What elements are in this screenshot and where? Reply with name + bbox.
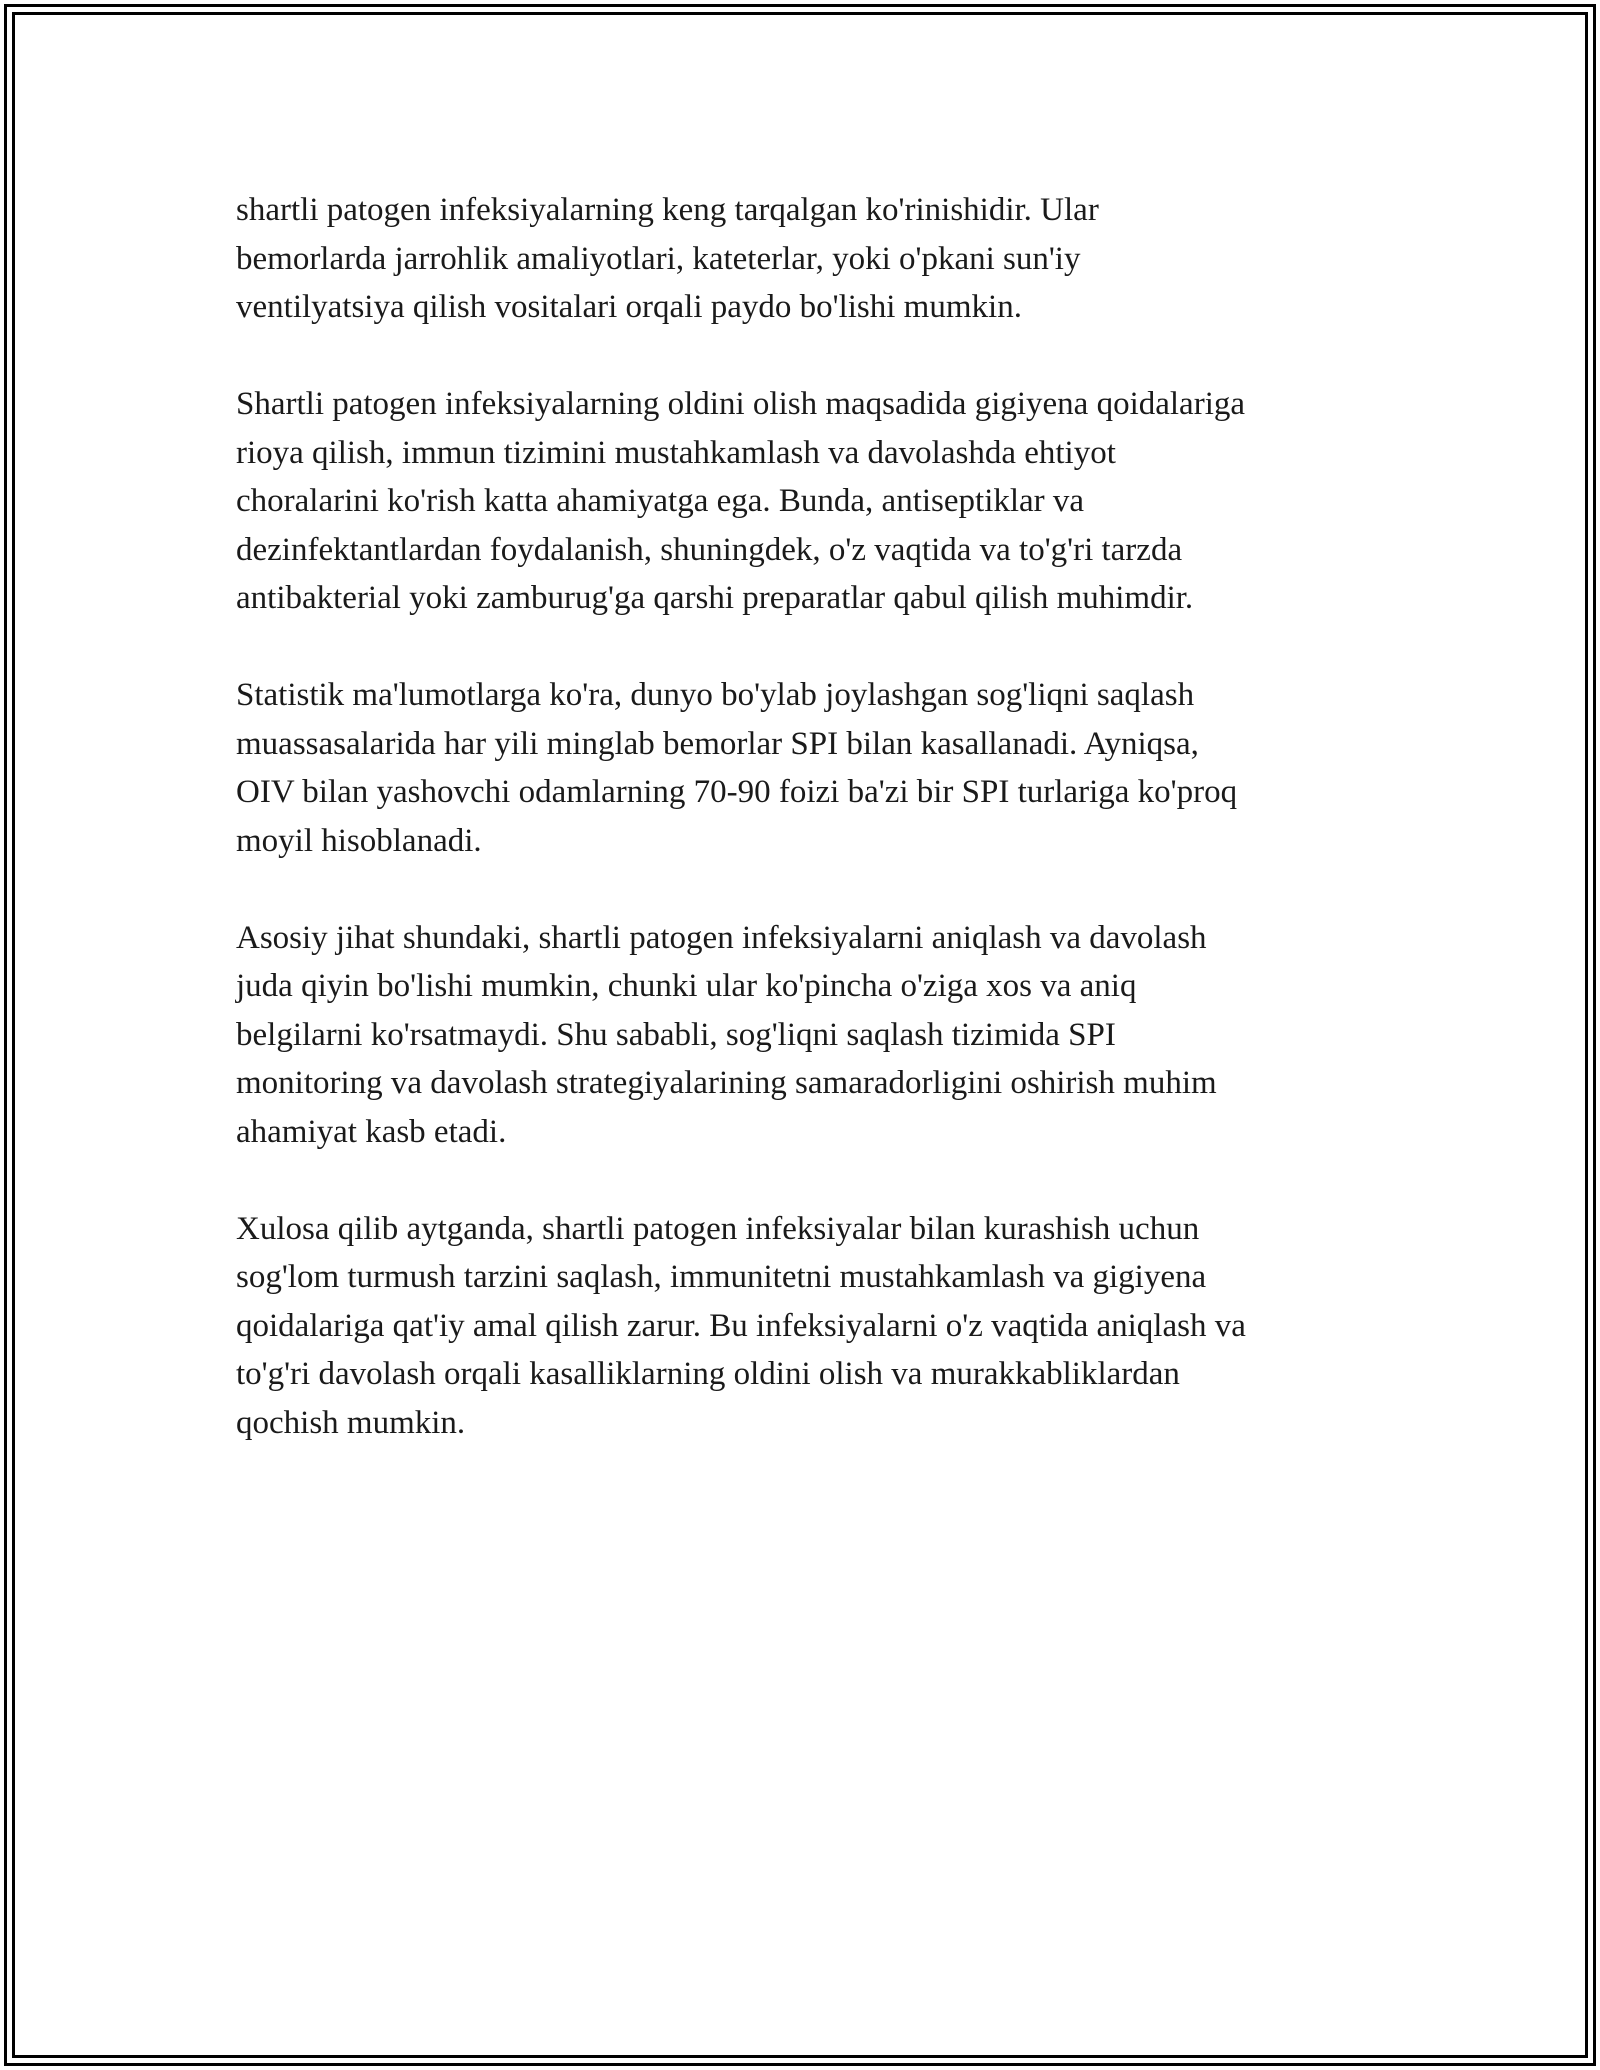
paragraph: Xulosa qilib aytganda, shartli patogen infeksiyalar bilan kurashish uchun sog'lom turmush tarzini saqlash, immunitetni mustahkamlash va gigiyena qoidalariga qat'iy amal qilish zarur. Bu infeksiyalarni o'z vaqtida aniqlash va to'g'ri davolash orqali kasalliklarning oldini olish va murakkabliklardan qochish mumkin. [236, 1210, 1246, 1441]
paragraph: shartli patogen infeksiyalarning keng tarqalgan ko'rinishidir. Ular bemorlarda jarrohlik amaliyotlari, kateterlar, yoki o'pkani sun'iy ventilyatsiya qilish vositalari orqali paydo bo'lishi mumkin. [236, 192, 1099, 325]
document-body [236, 186, 1376, 1496]
paragraph: Asosiy jihat shundaki, shartli patogen infeksiyalarni aniqlash va davolash juda qiyin bo'lishi mumkin, chunki ular ko'pincha o'ziga xos va aniq belgilarni ko'rsatmaydi. Shu sababli, sog'liqni saqlash tizimida SPI monitoring va davolash strategiyalarining samaradorligini oshirish muhim ahamiyat kasb etadi. [236, 919, 1217, 1150]
paragraph: Shartli patogen infeksiyalarning oldini olish maqsadida gigiyena qoidalariga rioya qilish, immun tizimini mustahkamlash va davolashda ehtiyot choralarini ko'rish katta ahamiyatga ega. Bunda, antiseptiklar va dezinfektantlardan foydalanish, shuningdek, o'z vaqtida va to'g'ri tarzda antibakterial yoki zamburug'ga qarshi preparatlar qabul qilish muhimdir. [236, 386, 1246, 616]
paragraph: Statistik ma'lumotlarga ko'ra, dunyo bo'ylab joylashgan sog'liqni saqlash muassasalarida har yili minglab bemorlar SPI bilan kasallanadi. Ayniqsa, OIV bilan yashovchi odamlarning 70-90 foizi ba'zi bir SPI turlariga ko'proq moyil hisoblanadi. [236, 677, 1238, 859]
